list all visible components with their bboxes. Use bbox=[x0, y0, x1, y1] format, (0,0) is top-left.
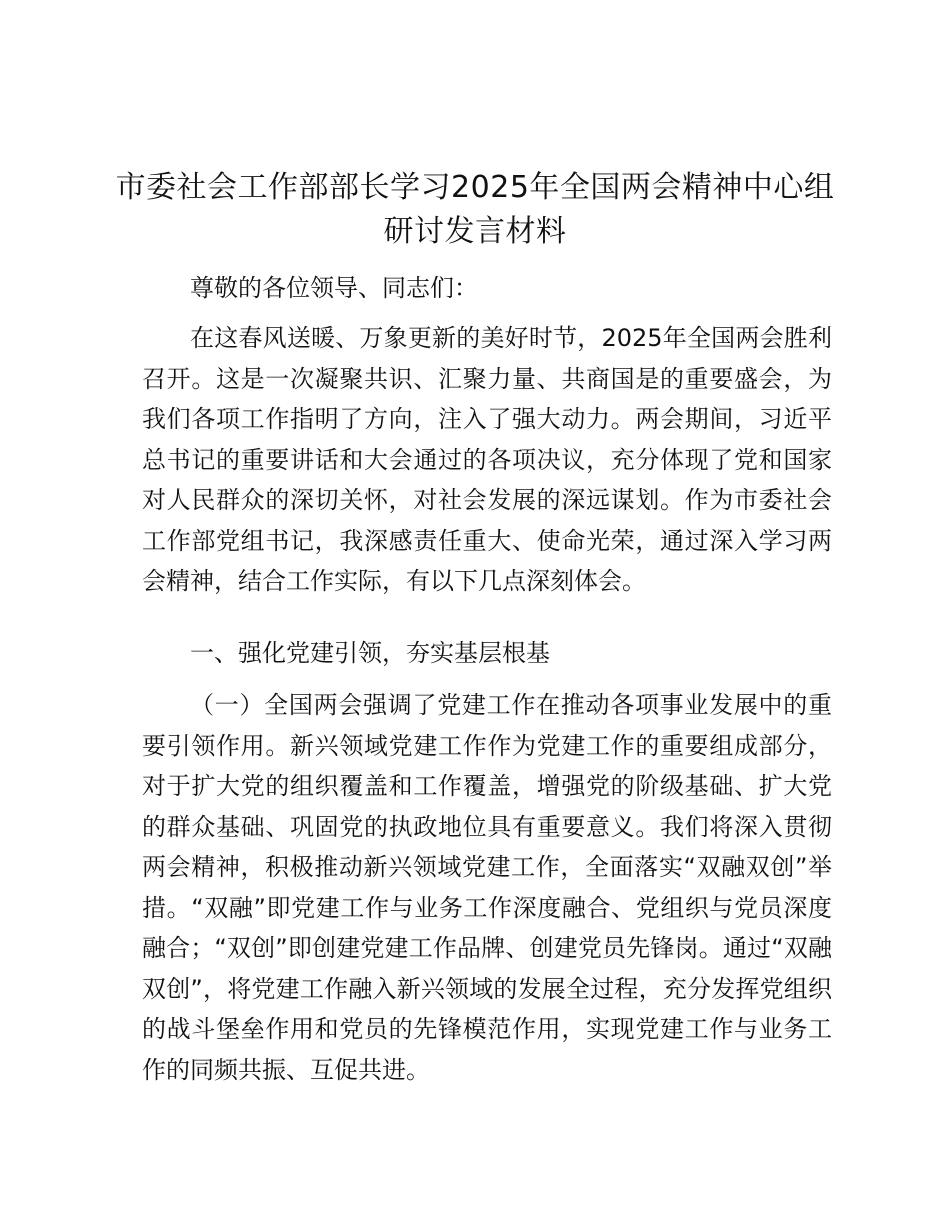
intro-paragraph: 在这春风送暖、万象更新的美好时节，2025年全国两会胜利召开。这是一次凝聚共识、汇聚力量、共商国是的重要盛会，为我们各项工作指明了方向，注入了强大动力。两会期间，习近平总书记的重要讲话和大会通过的各项决议，充分体现了党和国家对人民群众的深切关怀，对社会发展的深远谋划。作为市委社会工作部党组书记，我深感责任重大、使命光荣，通过深入学习两会精神，结合工作实际，有以下几点深刻体会。 bbox=[142, 324, 832, 595]
body-paragraph: （一）全国两会强调了党建工作在推动各项事业发展中的重要引领作用。新兴领域党建工作作为党建工作的重要组成部分，对于扩大党的组织覆盖和工作覆盖，增强党的阶级基础、扩大党的群众基础、巩固党的执政地位具有重要意义。我们将深入贯彻两会精神，积极推动新兴领域党建工作，全面落实“双融双创”举措。“双融”即党建工作与业务工作深度融合、党组织与党员深度融合；“双创”即创建党建工作品牌、创建党员先锋岗。通过“双融双创”，将党建工作融入新兴领域的发展全过程，充分发挥党组织的战斗堡垒作用和党员的先锋模范作用，实现党建工作与业务工作的同频共振、互促共进。 bbox=[142, 691, 832, 1084]
section-heading: 一、强化党建引领，夯实基层根基 bbox=[190, 639, 550, 667]
salutation: 尊敬的各位领导、同志们： bbox=[190, 274, 478, 302]
document-title: 市委社会工作部部长学习2025年全国两会精神中心组研讨发言材料 bbox=[115, 170, 835, 249]
